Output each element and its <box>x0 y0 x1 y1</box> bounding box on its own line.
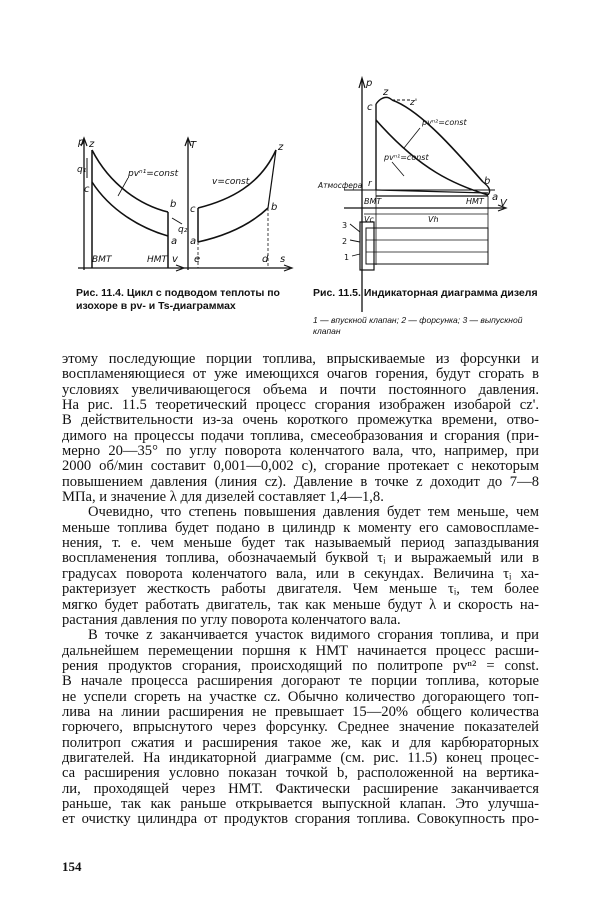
fig-11-5-point-z: z <box>383 87 389 98</box>
fig-11-5-caption-number: Рис. 11.5. <box>313 287 361 299</box>
fig-11-5-caption-text: Индикаторная диаграмма дизеля <box>363 287 538 299</box>
fig-11-5-point-c: c <box>367 102 373 113</box>
fig-11-4-axis-s: s <box>280 254 286 265</box>
text-line: В начале процесса расширения догорают те порции топлива, которые <box>62 674 539 690</box>
text-line: мягко будет работать двигатель, так как меньше будут λ и скорость на- <box>62 597 539 613</box>
fig-11-5-point-a: a <box>492 192 499 203</box>
text-line: политроп сжатия и расширения такое же, как и для карбюраторных <box>62 735 539 751</box>
fig-11-4-point-a: a <box>171 236 178 247</box>
paragraph-2 <box>62 505 539 628</box>
fig-11-4-point-c: c <box>84 184 90 195</box>
fig-11-4-ts-point-b: b <box>271 202 278 213</box>
text-line: этому последующие порции топлива, впрыскиваемые из форсунки и <box>62 352 539 367</box>
text-line: лива на линии расширения не превышает 15—20% общего количества <box>62 704 539 720</box>
text-line: 2000 об/мин составит 0,001—0,002 с), сгорание протекает с некоторым <box>62 459 539 475</box>
fig-11-4-axis-v: v <box>172 254 178 265</box>
text-line: раньше, так как раньше открывается выпускной клапан. Это улучша- <box>62 796 539 812</box>
fig-11-5-caption <box>313 287 539 300</box>
fig-11-4-caption-text: Цикл с подводом теплоты по изохоре в pv- и Ts-диаграммах <box>76 287 280 312</box>
fig-11-4-ts-diagram <box>184 138 292 271</box>
fig-11-5-num-1: 1 <box>344 253 350 262</box>
text-line: рактеризует жесткость работы двигателя. Чем меньше τᵢ, тем более <box>62 582 539 598</box>
fig-11-4-ts-point-z: z <box>278 142 284 153</box>
fig-11-4-axis-t: T <box>190 140 197 151</box>
fig-11-4-ts-point-d: d <box>262 254 269 265</box>
text-line: воспламеняющиеся от уже имеющихся очагов горения, будут сгорать в <box>62 367 539 383</box>
fig-11-5-bmt: ВМТ <box>364 197 382 206</box>
text-line: са расширения условно показан точкой b, расположенной на вертика- <box>62 766 539 782</box>
text-line: растания давления по углу поворота коленчатого вала. <box>62 612 401 628</box>
fig-11-4-axis-p: p <box>78 137 85 148</box>
fig-11-5-point-r: r <box>368 179 372 189</box>
text-line: В действительности из-за очень короткого промежутка времени, отво- <box>62 413 539 429</box>
fig-11-4-nmt: НМТ <box>147 255 168 265</box>
fig-11-5-num-2: 2 <box>342 237 348 246</box>
text-line: меньше топлива будет подано в цилиндр к моменту его самовоспламе- <box>62 520 539 536</box>
fig-11-5-nmt: НМТ <box>466 197 484 206</box>
text-line: В точке z заканчивается участок видимого сгорания топлива, и при <box>88 628 539 644</box>
text-line: дальнейшем перемещении поршня к НМТ начинается процесс расши- <box>62 643 539 659</box>
fig-11-5-curve-expansion: pvⁿ²=const <box>422 118 467 127</box>
fig-11-5-point-zprime: z' <box>410 98 418 108</box>
text-line: горючего, впрыснутого через форсунку. Среднее значение показателей <box>62 720 539 736</box>
fig-11-5-curve-compression: pvⁿ¹=const <box>384 153 429 162</box>
fig-11-5-axis-p: p <box>366 78 373 89</box>
fig-11-5-diagram <box>344 78 506 312</box>
fig-11-4-ts-point-c: c <box>190 204 196 215</box>
text-line: повышением давления (линия cz). Давление в точке z доходит до 7—8 <box>62 474 539 490</box>
text-line: ли, проходящей через НМТ. Фактически расширение заканчивается <box>62 781 539 797</box>
page-number: 154 <box>62 859 82 874</box>
text-line: условиях увеличивающегося объема и почти постоянного давления. <box>62 382 539 398</box>
fig-11-4-curve-label: pvⁿ¹=const <box>128 169 179 179</box>
fig-11-4-caption <box>76 287 286 313</box>
fig-11-5-axis-v: V <box>500 198 507 209</box>
text-line: МПа, и значение λ для дизелей составляет 1,4—1,8. <box>62 490 384 506</box>
fig-11-4-ts-point-a: a <box>190 236 197 247</box>
text-line: ет очистку цилиндра от продуктов сгорания топлива. Совокупность про- <box>62 812 539 828</box>
fig-11-4-point-b: b <box>170 199 177 210</box>
text-line: мерно 20—35° по углу поворота коленчатого вала, что, например, при <box>62 444 539 460</box>
fig-11-4-q1: q₁ <box>77 165 87 175</box>
text-line: рения продуктов сгорания, происходящий по политропе pvⁿ² = const. <box>62 658 539 674</box>
paragraph-3 <box>62 628 539 827</box>
body-text <box>62 352 539 828</box>
fig-11-4-ts-curve-label: v=const <box>212 177 250 187</box>
fig-11-5-point-b: b <box>484 176 491 187</box>
text-line: нения, т. е. чем меньше будет так называемый период запаздывания <box>62 536 539 552</box>
text-line: димого на процессы подачи топлива, смесеобразования и сгорания (при- <box>62 428 539 444</box>
paragraph-1 <box>62 352 539 505</box>
fig-11-4-caption-number: Рис. 11.4. <box>76 287 124 299</box>
fig-11-4-q2: q₂ <box>178 225 188 235</box>
fig-11-4-bmt: ВМТ <box>92 255 112 265</box>
text-line: воспламенения топлива, обозначаемый буквой τᵢ и выражаемый или в <box>62 551 539 567</box>
fig-11-5-num-3: 3 <box>342 221 348 230</box>
fig-11-4-point-z: z <box>89 139 95 150</box>
fig-11-4-pv-diagram <box>78 138 184 271</box>
fig-11-5-legend: 1 — впускной клапан; 2 — форсунка; 3 — выпускной клапан <box>313 315 523 336</box>
text-line: градусах поворота коленчатого вала, или в секундах. Величина τᵢ ха- <box>62 566 539 582</box>
text-line: двигателей. На индикаторной диаграмме (см. рис. 11.5) конец процес- <box>62 750 539 766</box>
text-line: не успели сгореть на участке cz. Обычно количество догорающего топ- <box>62 689 539 705</box>
fig-11-5-vc: Vc <box>364 215 374 224</box>
fig-11-5-vh: Vh <box>428 215 439 224</box>
fig-11-4-ts-point-e: e <box>194 254 201 265</box>
fig-11-5-atm: Атмосфера <box>318 181 363 190</box>
text-line: На рис. 11.5 теоретический процесс сгорания изображен изобарой cz'. <box>62 398 539 414</box>
text-line: Очевидно, что степень повышения давления будет тем меньше, чем <box>88 505 539 521</box>
